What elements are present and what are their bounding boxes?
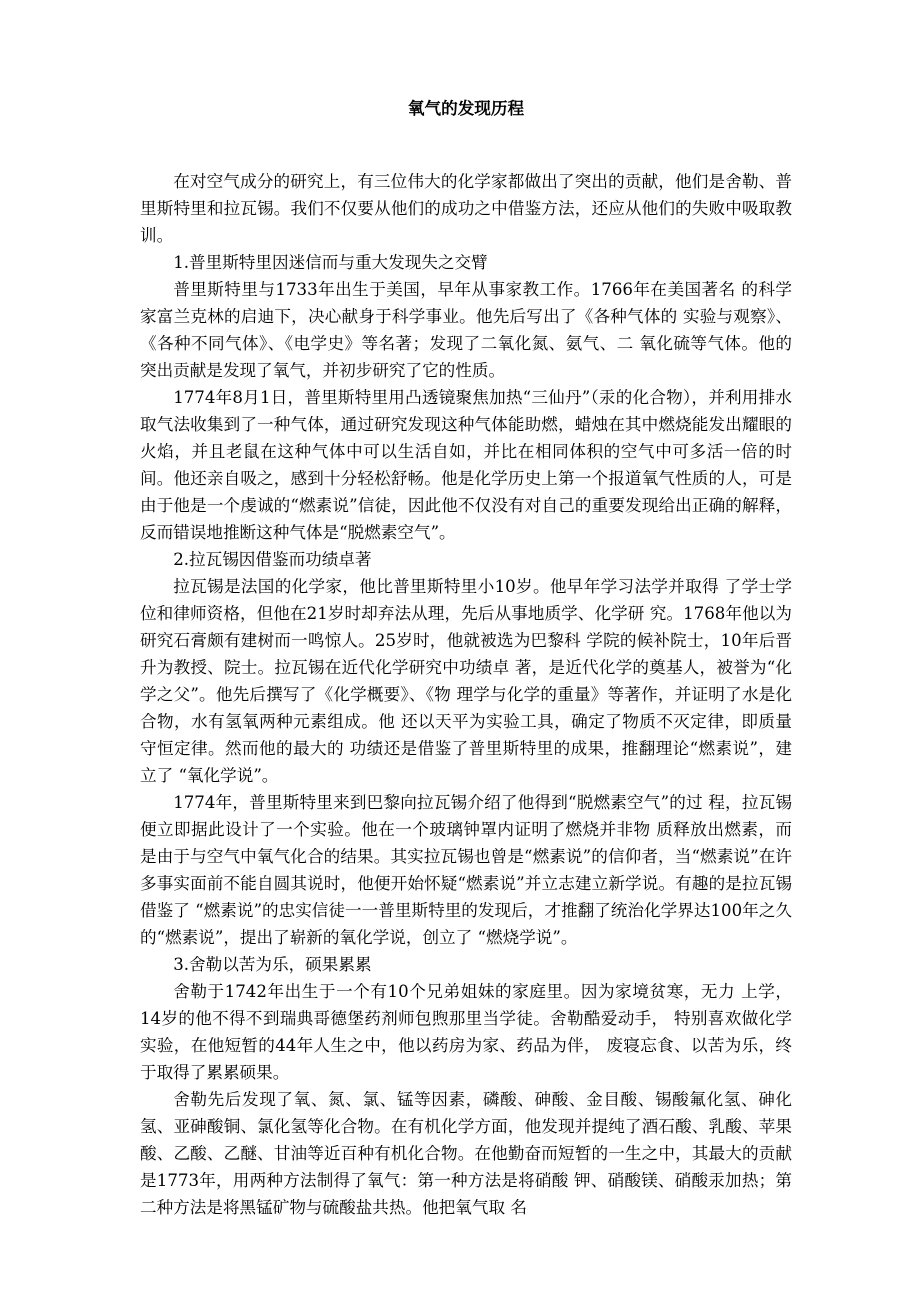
section-heading-scheele: 3.舍勒以苦为乐，硕果累累 (173, 955, 372, 974)
document-body (140, 168, 792, 1221)
paragraph: 舍勒先后发现了氧、氮、氯、锰等因素，磷酸、砷酸、金目酸、锡酸氟化氢、砷化氢、亚砷酸铜、氯化氢等化合物。在有机化学方面，他发现并提纯了酒石酸、乳酸、苹果酸、乙酸、乙醚、甘油等近百种有机化合物。在他勤奋而短暂的一生之中，其最大的贡献是1773年，用两种方法制得了氧气：第一种方法是将硝酸 钾、硝酸镁、硝酸汞加热；第二种方法是将黑锰矿物与硫酸盐共热。他把氧气取 名 (140, 1090, 792, 1217)
paragraph: 1774年8月1日，普里斯特里用凸透镜聚焦加热“三仙丹”（汞的化合物），并利用排水取气法收集到了一种气体，通过研究发现这种气体能助燃，蜡烛在其中燃烧能发出耀眼的火焰，并且老鼠在这种气体中可以生活自如，并比在相同体积的空气中可多活一倍的时间。他还亲自吸之，感到十分轻松舒畅。他是化学历史上第一个报道氧气性质的人，可是由于他是一个虔诚的“燃素说”信徒，因此他不仅没有对自己的重要发现给出正确的解释，反而错误地推断这种气体是“脱燃素空气”。 (140, 388, 792, 542)
intro-paragraph: 在对空气成分的研究上，有三位伟大的化学家都做出了突出的贡献，他们是舍勒、普里斯特里和拉瓦锡。我们不仅要从他们的成功之中借鉴方法，还应从他们的失败中吸取教训。 (140, 172, 792, 245)
paragraph: 普里斯特里与1733年出生于美国，早年从事家教工作。1766年在美国著名 的科学家富兰克林的启迪下，决心献身于科学事业。他先后写出了《各种气体的 实验与观察》、《各种不同气体》、《电学史》等名著；发现了二氧化氮、氨气、二 氧化硫等气体。他的突出贡献是发现了氧气，并初步研究了它的性质。 (140, 280, 792, 380)
page-title: 氧气的发现历程 (407, 99, 525, 118)
section-heading-priestley: 1.普里斯特里因迷信而与重大发现失之交臂 (173, 253, 488, 272)
section-heading-lavoisier: 2.拉瓦锡因借鉴而功绩卓著 (173, 550, 372, 569)
paragraph: 拉瓦锡是法国的化学家，他比普里斯特里小10岁。他早年学习法学并取得 了学士学位和律师资格，但他在21岁时却弃法从理，先后从事地质学、化学研 究。1768年他以为研究石膏颇有建树而一鸣惊人。25岁时，他就被选为巴黎科 学院的候补院士，10年后晋升为教授、院士。拉瓦锡在近代化学研究中功绩卓 著，是近代化学的奠基人，被誉为“化学之父”。他先后撰写了《化学概要》、《物 理学与化学的重量》等著作，并证明了水是化合物，水有氢氧两种元素组成。他 还以天平为实验工具，确定了物质不灭定律，即质量守恒定律。然而他的最大的 功绩还是借鉴了普里斯特里的成果，推翻理论“燃素说”，建立了 “氧化学说”。 (140, 577, 792, 785)
paragraph: 1774年，普里斯特里来到巴黎向拉瓦锡介绍了他得到“脱燃素空气”的过 程，拉瓦锡便立即据此设计了一个实验。他在一个玻璃钟罩内证明了燃烧并非物 质释放出燃素，而是由于与空气中氧气化合的结果。其实拉瓦锡也曾是“燃素说”的信仰者，当“燃素说”在许多事实面前不能自圆其说时，他便开始怀疑“燃素说”并立志建立新学说。有趣的是拉瓦锡借鉴了 “燃素说”的忠实信徒一一普里斯特里的发现后，才推翻了统治化学界达100年之久的“燃素说”，提出了崭新的氧化学说，创立了 “燃烧学说”。 (140, 793, 792, 947)
paragraph: 舍勒于1742年出生于一个有10个兄弟姐妹的家庭里。因为家境贫寒，无力 上学，14岁的他不得不到瑞典哥德堡药剂师包煦那里当学徒。舍勒酷爱动手， 特别喜欢做化学实验，在他短暂的44年人生之中，他以药房为家、药品为伴， 废寝忘食、以苦为乐，终于取得了累累硕果。 (140, 982, 792, 1082)
